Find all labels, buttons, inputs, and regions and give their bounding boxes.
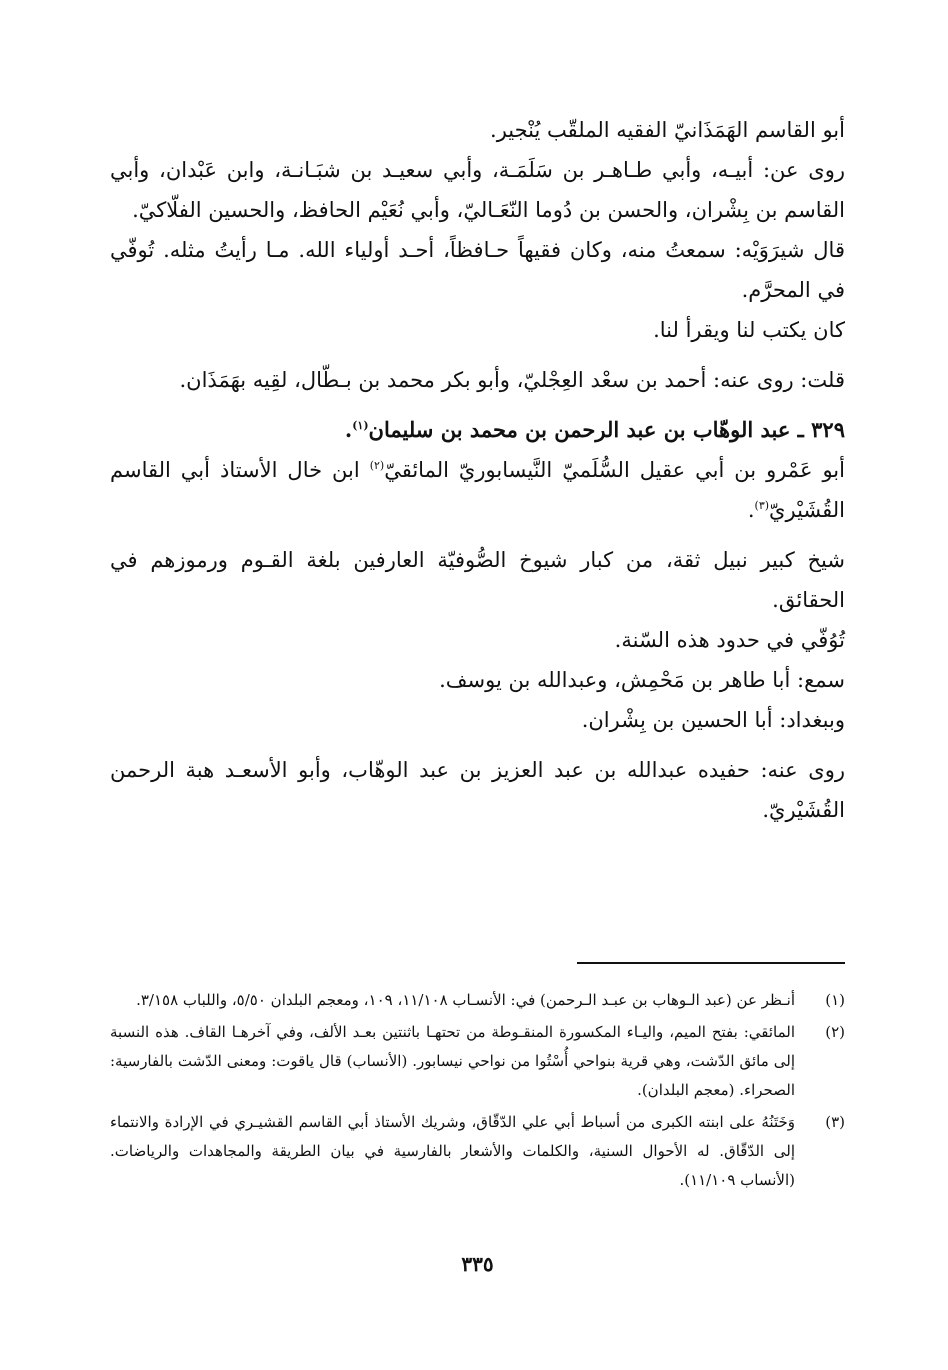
- footnote-ref-2: (٢): [369, 459, 385, 472]
- footnote-item: [110, 1108, 845, 1195]
- page-content: [110, 110, 845, 1276]
- footnote-item: [110, 1018, 845, 1105]
- paragraph-8: تُوُفّي في حدود هذه السّنة.: [614, 628, 845, 652]
- paragraph-6-end: .: [747, 498, 755, 522]
- paragraph-6-part-2: ابن خال الأستاذ أبي القاسم القُشَيْريّ: [110, 458, 845, 522]
- page-number: ٣٣٥: [461, 1252, 494, 1276]
- paragraph-4: كان يكتب لنا ويقرأ لنا.: [653, 318, 845, 342]
- footnote-number: (٢): [825, 1023, 845, 1041]
- paragraph-1: أبو القاسم الهَمَذَانيّ الفقيه الملقّب يُنْجير.: [490, 118, 845, 142]
- paragraph-11: روى عنه: حفيده عبدالله بن عبد العزيز بن عبد الوهّاب، وأبو الأسعـد هبة الرحمن القُشَيْريّ.: [110, 758, 845, 822]
- paragraph-6: [110, 450, 845, 530]
- footnote-text: أنـظر عن (عبد الـوهاب بن عبـد الـرحمن) في: الأنسـاب ١١/١٠٨، ١٠٩، ومعجم البلدان ٥/٥٠، واللباب ٣/١٥٨.: [136, 991, 795, 1009]
- footnote-divider: [577, 962, 845, 964]
- footnote-number: (٣): [825, 1113, 845, 1131]
- paragraph-6-part-1: أبو عَمْرو بن أبي عقيل السُّلَميّ النَّيسابوريّ المائقيّ: [384, 458, 845, 482]
- footnote-text: المائقي: بفتح الميم، واليـاء المكسورة المنقـوطة من تحتهـا باثنتين بعـد الألف، وفي آخرهـا القاف. هذه النسبة إلى مائق الدّشت، وهي قرية بنواحي أُسْتُوا من نواحي نيسابور. (الأنساب) قال ياقوت: ومعنى الدّشت بالفارسية: الصحراء. (معجم البلدان).: [110, 1023, 795, 1099]
- footnote-ref-3: (٣): [754, 499, 770, 512]
- paragraph-3: قال شيرَوَيْه: سمعتُ منه، وكان فقيهاً حـافظاً، أحـد أولياء الله. مـا رأيتُ مثله. تُوفّي في المحرَّم.: [110, 238, 845, 302]
- footnote-number: (١): [825, 991, 845, 1009]
- entry-heading-text: ٣٢٩ ـ عبد الوهّاب بن عبد الرحمن بن محمد بن سليمان: [368, 417, 845, 442]
- entry-heading: [110, 410, 845, 450]
- entry-heading-end: .: [344, 417, 353, 442]
- paragraph-9: سمع: أبا طاهر بن مَحْمِش، وعبدالله بن يوسف.: [439, 668, 845, 692]
- paragraph-7: شيخ كبير نبيل ثقة، من كبار شيوخ الصُّوفيّة العارفين بلغة القـوم ورموزهم في الحقائق.: [110, 548, 845, 612]
- paragraph-5: قلت: روى عنه: أحمد بن سعْد العِجْليّ، وأبو بكر محمد بن بـطّال، لقِيه بهَمَذَان.: [179, 368, 845, 392]
- footnotes: [110, 986, 845, 1198]
- footnote-text: وَخَتَنُهُ على ابنته الكبرى من أسباط أبي علي الدّقّاق، وشريك الأستاذ أبي القاسم القشيـري في الإرادة والانتماء إلى الدّقّاق. له الأحوال السنية، والكلمات والأشعار بالفارسية في بيان الطريقة والمجاهدات والرياضات. (الأنساب ١١/١٠٩).: [110, 1113, 795, 1189]
- paragraph-2: روى عن: أبيـه، وأبي طـاهـر بن سَلَمَـة، وأبي سعيـد بن شبَـانـة، وابن عَبْدان، وأبي القاسم بن بِشْران، والحسن بن دُوما النّعَـاليّ، وأبي نُعَيْم الحافظ، والحسين الفلّاكيّ.: [110, 158, 845, 222]
- paragraph-10: وببغداد: أبا الحسين بن بِشْران.: [581, 708, 845, 732]
- footnote-ref-1: (١): [352, 419, 369, 432]
- main-text: [110, 110, 845, 830]
- footnote-item: [110, 986, 845, 1015]
